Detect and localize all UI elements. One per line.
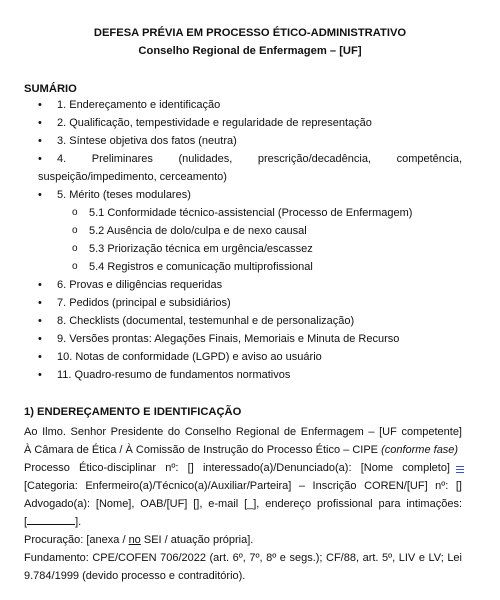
addressee-line: Ao Ilmo. Senhor Presidente do Conselho Regional de Enfermagem – [UF competente] [24, 426, 462, 438]
summary-item: • 8. Checklists (documental, testemunhal e de personalização) [0, 312, 500, 330]
summary-item: • 7. Pedidos (principal e subsidiários) [0, 294, 500, 312]
summary-item: • 1. Endereçamento e identificação [0, 96, 500, 114]
summary-item: • 6. Provas e diligências requeridas [0, 276, 500, 294]
phase-note: (conforme fase) [381, 444, 459, 456]
summary-subitem: o 5.3 Priorização técnica em urgência/escassez [0, 240, 500, 258]
summary-item: • 3. Síntese objetiva dos fatos (neutra) [0, 132, 500, 150]
category-line: [Categoria: Enfermeiro(a)/Técnico(a)/Auxiliar/Parteira] – Inscrição COREN/[UF] nº: [] [24, 480, 462, 492]
summary-item: • 9. Versões prontas: Alegações Finais, Memoriais e Minuta de Recurso [0, 330, 500, 348]
process-text: Processo Ético-disciplinar nº: [] interessado(a)/Denunciado(a): [Nome completo] [24, 462, 450, 474]
poa-text: Procuração: [anexa / [24, 534, 129, 546]
summary-heading: SUMÁRIO [24, 83, 77, 95]
poa-text-end: SEI / atuação própria]. [140, 534, 254, 546]
address-line [24, 513, 462, 531]
summary-item-continuation: suspeição/impedimento, cerceamento) [38, 171, 227, 183]
summary-list [0, 96, 500, 384]
bracket-close: ]. [75, 516, 82, 528]
summary-item: • 10. Notas de conformidade (LGPD) e aviso ao usuário [0, 348, 500, 366]
poa-underlined: no [128, 534, 141, 546]
summary-item-text: • 4. Preliminares (nulidades, prescrição/decadência, competência, [57, 153, 462, 165]
summary-item: • 5. Mérito (teses modulares) [0, 186, 500, 204]
section-body [24, 423, 462, 585]
legal-basis-continuation: 9.784/1999 (devido processo e contraditório). [24, 570, 246, 582]
align-mark-icon [456, 464, 464, 475]
document-title: DEFESA PRÉVIA EM PROCESSO ÉTICO-ADMINISTRATIVO [93, 27, 407, 39]
bracket-open: [ [24, 516, 28, 528]
summary-subitem: o 5.2 Ausência de dolo/culpa e de nexo causal [0, 222, 500, 240]
power-of-attorney-line [24, 531, 462, 549]
section-heading: 1) ENDEREÇAMENTO E IDENTIFICAÇÃO [24, 406, 242, 418]
summary-subitem: o 5.4 Registros e comunicação multiprofissional [0, 258, 500, 276]
legal-basis-line: Fundamento: CPE/COFEN 706/2022 (art. 6º, 7º, 8º e segs.); CF/88, art. 5º, LIV e LV; Lei [24, 552, 462, 564]
document-subtitle: Conselho Regional de Enfermagem – [UF] [138, 45, 362, 57]
summary-subitem: o 5.1 Conformidade técnico-assistencial (Processo de Enfermagem) [0, 204, 500, 222]
summary-item-preliminares [0, 150, 500, 168]
summary-item: • 11. Quadro-resumo de fundamentos normativos [0, 366, 500, 384]
attorney-line: Advogado(a): [Nome], OAB/[UF] [], e-mail [_], endereço profissional para intimações: [24, 498, 462, 510]
summary-item: • 2. Qualificação, tempestividade e regularidade de representação [0, 114, 500, 132]
process-line [24, 459, 462, 477]
address-blank [27, 514, 75, 525]
chamber-line [24, 441, 462, 459]
chamber-text: À Câmara de Ética / À Comissão de Instrução do Processo Ético – CIPE [24, 444, 382, 456]
